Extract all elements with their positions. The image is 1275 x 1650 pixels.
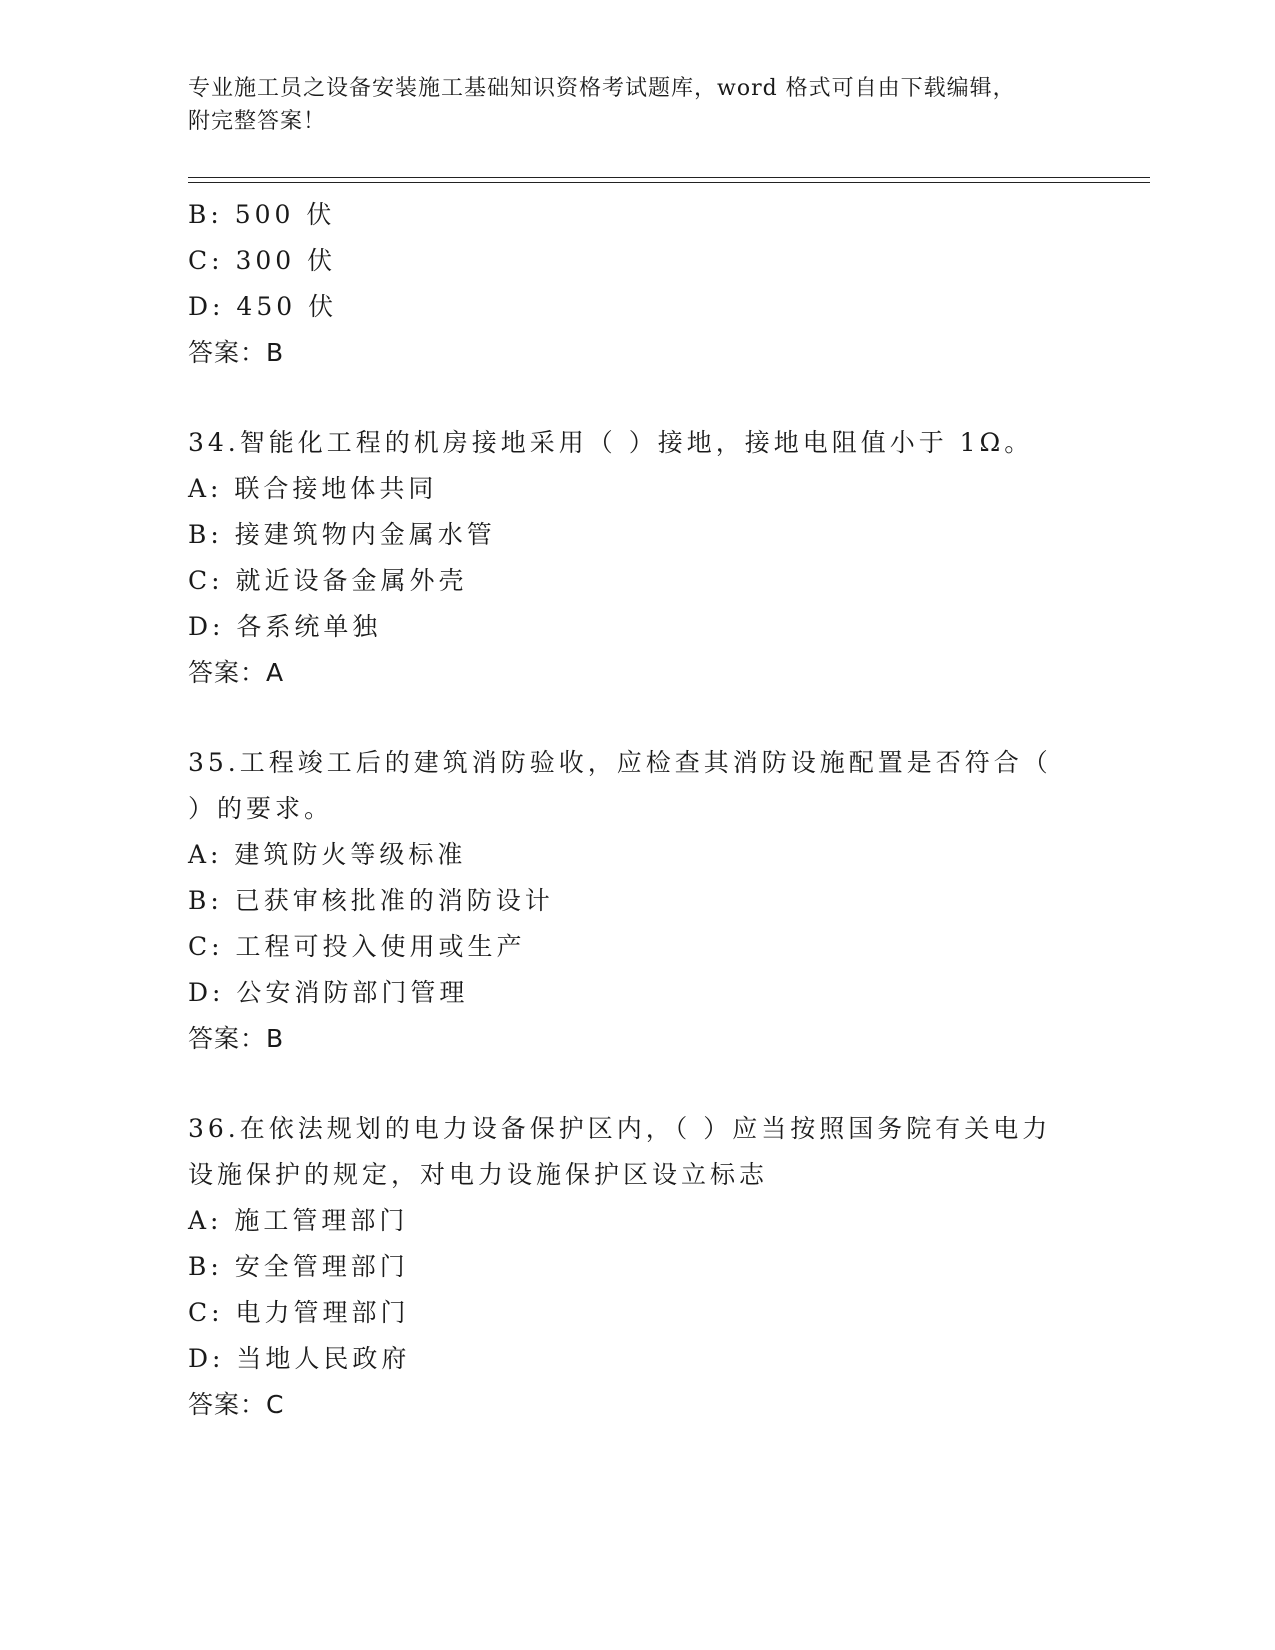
option-b: B: 接建筑物内金属水管	[188, 520, 496, 549]
option-d: D: 450 伏	[188, 292, 338, 321]
header-divider-bottom	[188, 182, 1150, 183]
option-c: C: 工程可投入使用或生产	[188, 932, 526, 961]
header-line-1: 专业施工员之设备安装施工基础知识资格考试题库，word 格式可自由下载编辑，	[188, 76, 1016, 101]
option-d: D: 当地人民政府	[188, 1344, 411, 1373]
question-34	[188, 420, 1088, 696]
spacer	[188, 1062, 1088, 1106]
option-d: D: 公安消防部门管理	[188, 978, 469, 1007]
question-list	[188, 192, 1088, 1428]
answer: 答案：A	[188, 658, 285, 687]
question-36	[188, 1106, 1088, 1428]
question-stem: 34.智能化工程的机房接地采用（ ）接地，接地电阻值小于 1Ω。	[188, 428, 1034, 457]
option-a: A: 联合接地体共同	[188, 474, 438, 503]
question-stem-line-1: 35.工程竣工后的建筑消防验收，应检查其消防设施配置是否符合（	[188, 748, 1052, 777]
question-stem-line-2: ）的要求。	[188, 794, 334, 823]
answer: 答案：B	[188, 338, 285, 367]
document-header	[188, 72, 1088, 138]
answer: 答案：C	[188, 1390, 285, 1419]
option-c: C: 300 伏	[188, 246, 337, 275]
spacer	[188, 376, 1088, 420]
option-d: D: 各系统单独	[188, 612, 382, 641]
header-divider-top	[188, 177, 1150, 178]
option-b: B: 500 伏	[188, 200, 336, 229]
question-stem-line-2: 设施保护的规定，对电力设施保护区设立标志	[188, 1160, 769, 1189]
option-a: A: 施工管理部门	[188, 1206, 409, 1235]
answer: 答案：B	[188, 1024, 285, 1053]
question-stem-line-1: 36.在依法规划的电力设备保护区内，（ ）应当按照国务院有关电力	[188, 1114, 1052, 1143]
option-b: B: 安全管理部门	[188, 1252, 409, 1281]
option-b: B: 已获审核批准的消防设计	[188, 886, 554, 915]
option-c: C: 电力管理部门	[188, 1298, 410, 1327]
question-35	[188, 740, 1088, 1062]
option-a: A: 建筑防火等级标准	[188, 840, 467, 869]
spacer	[188, 696, 1088, 740]
question-33-tail	[188, 192, 1088, 376]
header-line-2: 附完整答案！	[188, 109, 327, 134]
option-c: C: 就近设备金属外壳	[188, 566, 468, 595]
